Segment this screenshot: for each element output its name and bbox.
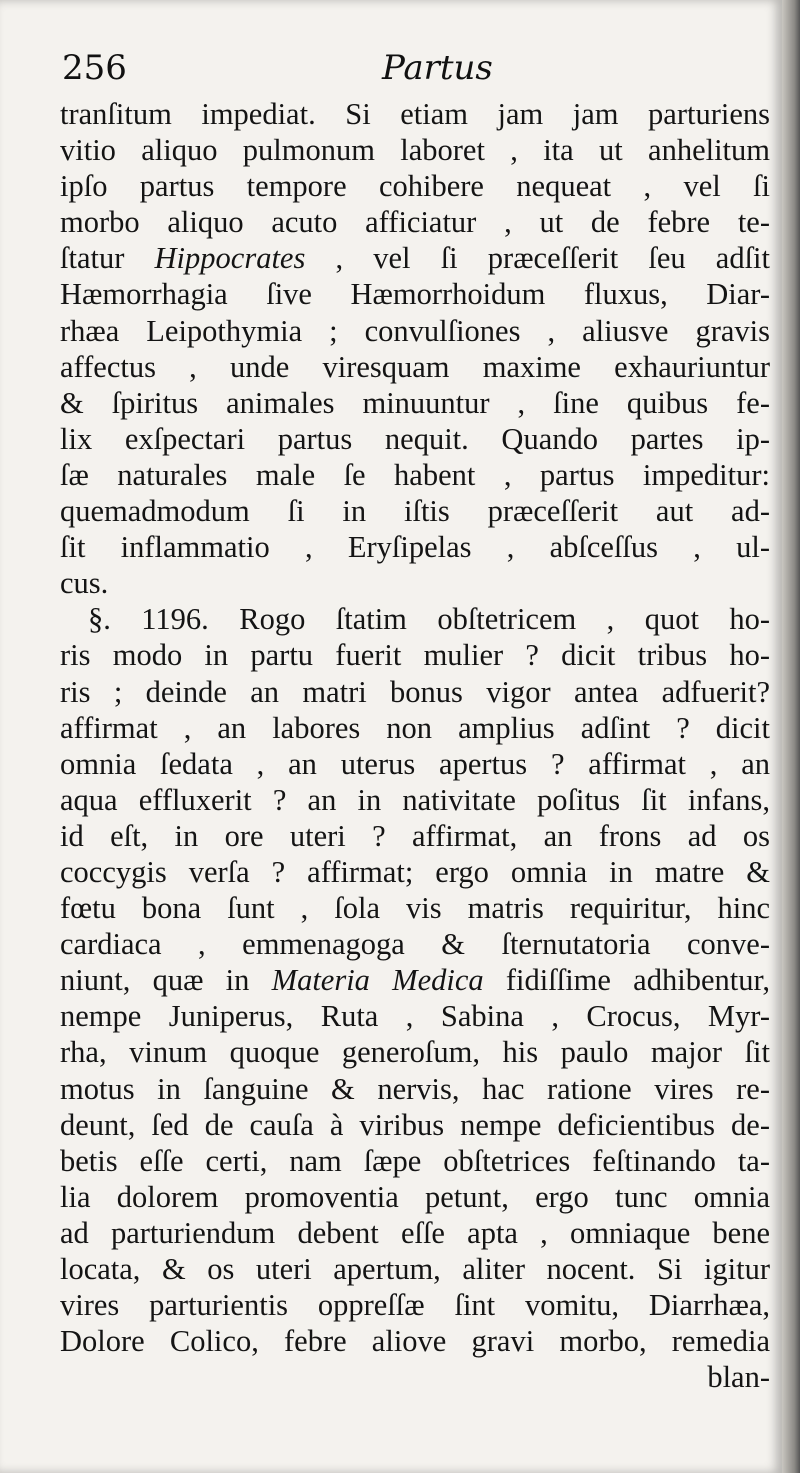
text-line: deunt, ſed de cauſa à viribus nempe deficientibus de- xyxy=(60,1107,770,1142)
text-line: affirmat , an labores non amplius adſint ? dicit xyxy=(60,710,770,745)
text-line: ſit inflammatio , Eryſipelas , abſceſſus , ul- xyxy=(60,530,770,565)
text-line: blan- xyxy=(707,1360,770,1395)
body-text xyxy=(60,96,770,1395)
text-line: rhæa Leipothymia ; convulſiones , aliusve gravis xyxy=(60,313,770,348)
text-line: betis eſſe certi, nam ſæpe obſtetrices feſtinando ta- xyxy=(60,1143,770,1178)
italic-term: Hippocrates xyxy=(154,241,306,276)
text-line: ris modo in partu fuerit mulier ? dicit tribus ho- xyxy=(60,638,770,673)
text-line: & ſpiritus animales minuuntur , ſine quibus fe- xyxy=(60,385,770,420)
text-line: quemadmodum ſi in iſtis præceſſerit aut ad- xyxy=(60,494,770,529)
page-number: 256 xyxy=(62,48,127,88)
page-header xyxy=(62,40,762,100)
text-line: Dolore Colico, febre aliove gravi morbo, remedia xyxy=(60,1324,770,1359)
text-line: ſæ naturales male ſe habent , partus impeditur: xyxy=(60,457,770,492)
text-line: vires parturientis oppreſſæ ſint vomitu, Diarrhæa, xyxy=(60,1288,770,1323)
text-line: rha, vinum quoque generoſum, his paulo major ſit xyxy=(60,1035,770,1070)
text-line: id eſt, in ore uteri ? affirmat, an frons ad os xyxy=(60,818,770,853)
text-line: locata, & os uteri apertum, aliter nocent. Si igitur xyxy=(60,1252,770,1286)
text-line: omnia ſedata , an uterus apertus ? affirmat , an xyxy=(60,746,770,781)
text-line: aqua effluxerit ? an in nativitate poſitus ſit infans, xyxy=(60,782,770,817)
page-edge-shadow xyxy=(782,0,800,1473)
text-line: nempe Juniperus, Ruta , Sabina , Crocus, Myr- xyxy=(60,999,770,1034)
italic-term: Materia Medica xyxy=(271,963,484,998)
text-line: §. 1196. Rogo ſtatim obſtetricem , quot ho- xyxy=(88,602,770,637)
text-line: motus in ſanguine & nervis, hac ratione vires re- xyxy=(60,1071,770,1106)
text-line: tranſitum impediat. Si etiam jam jam parturiens xyxy=(60,97,770,131)
text-line: affectus , unde viresquam maxime exhauriuntur xyxy=(60,349,770,384)
text-line: vitio aliquo pulmonum laboret , ita ut anhelitum xyxy=(60,133,770,168)
text-line: morbo aliquo acuto afficiatur , ut de febre te- xyxy=(60,205,770,240)
text-line: lia dolorem promoventia petunt, ergo tunc omnia xyxy=(60,1179,770,1214)
text-line: cus. xyxy=(60,566,109,601)
text-line: coccygis verſa ? affirmat; ergo omnia in matre & xyxy=(60,854,770,889)
text-line: fœtu bona ſunt , ſola vis matris requiritur, hinc xyxy=(60,891,770,926)
text-line: ris ; deinde an matri bonus vigor antea adfuerit? xyxy=(60,674,770,709)
text-line: Hæmorrhagia ſive Hæmorrhoidum fluxus, Diar- xyxy=(60,277,770,312)
text-line: ad parturiendum debent eſſe apta , omniaque bene xyxy=(60,1215,770,1250)
text-line: lix exſpectari partus nequit. Quando partes ip- xyxy=(60,421,770,456)
text-line: niunt, quæ in Materia Medica fidiſſime adhibentur, xyxy=(60,963,771,998)
text-line: ipſo partus tempore cohibere nequeat , vel ſi xyxy=(60,169,770,204)
running-head: Partus xyxy=(382,48,493,88)
text-line: cardiaca , emmenagoga & ſternutatoria conve- xyxy=(60,927,770,962)
text-line: ſtatur Hippocrates , vel ſi præceſſerit ſeu adſit xyxy=(60,241,770,276)
